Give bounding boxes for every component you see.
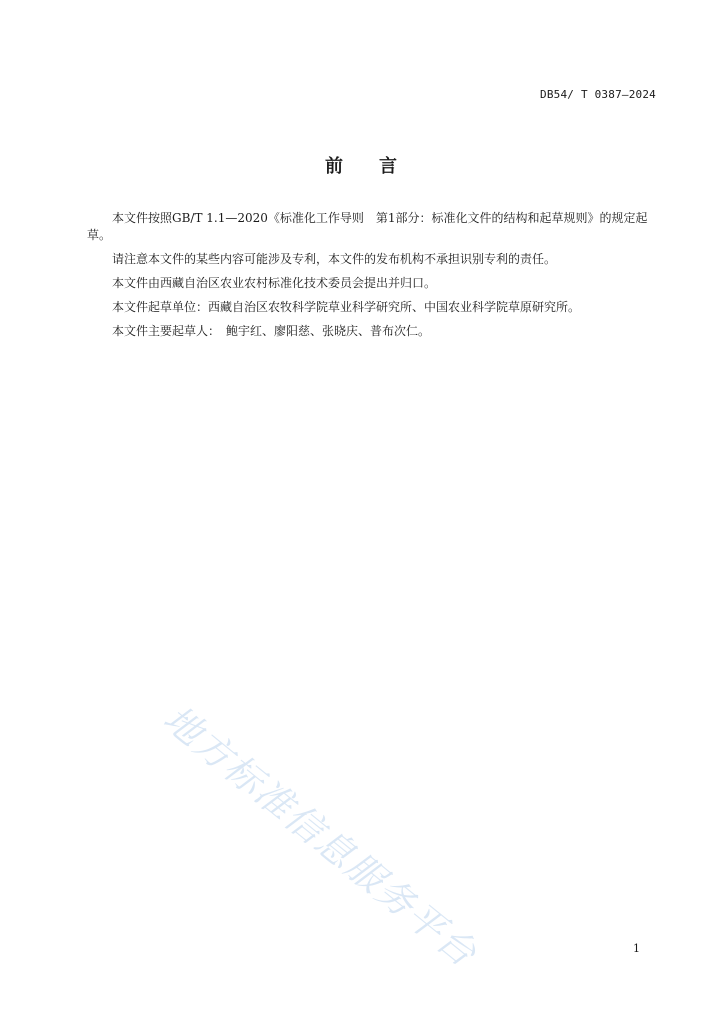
foreword-body [87,210,657,347]
paragraph-standard-basis: 本文件按照GB/T 1.1—2020《标准化工作导则 第1部分：标准化文件的结构和起草规则》的规定起草。 [87,211,648,242]
paragraph-drafters: 本文件主要起草人： 鲍宇红、廖阳慈、张晓庆、普布次仁。 [112,324,431,338]
title-char-2: 言 [379,156,399,177]
page-number: 1 [633,942,640,955]
paragraph-drafting-units: 本文件起草单位：西藏自治区农牧科学院草业科学研究所、中国农业科学院草原研究所。 [112,300,581,314]
watermark-text: 地方标准信息服务平台 [155,696,486,976]
page-title [0,152,724,178]
paragraph-patent-notice: 请注意本文件的某些内容可能涉及专利，本文件的发布机构不承担识别专利的责任。 [112,252,557,266]
title-char-1: 前 [325,156,345,177]
document-code: DB54/ T 0387—2024 [540,88,656,101]
paragraph-proposer: 本文件由西藏自治区农业农村标准化技术委员会提出并归口。 [112,276,437,290]
